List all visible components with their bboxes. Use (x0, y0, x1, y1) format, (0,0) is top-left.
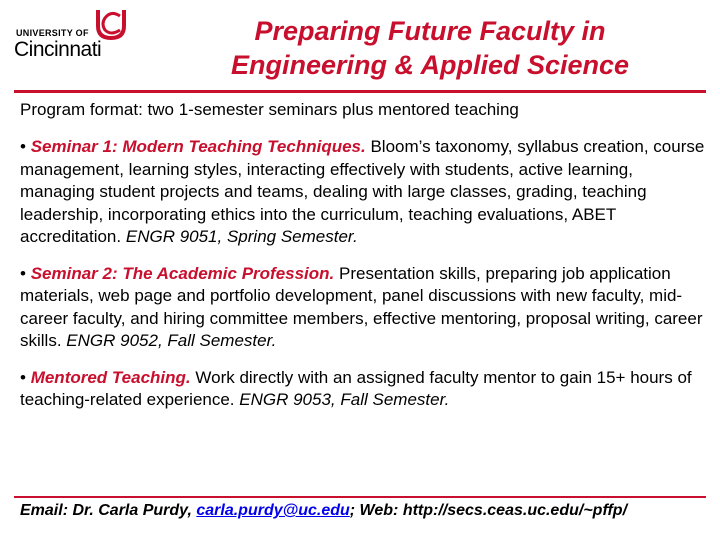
title-line-1: Preparing Future Faculty in (254, 16, 606, 46)
logo-cincinnati: Cincinnati (14, 38, 102, 61)
slide-title (150, 14, 710, 82)
university-logo (14, 6, 144, 66)
program-format: Program format: two 1-semester seminars plus mentored teaching (20, 100, 519, 119)
bullet-marker: • (20, 367, 26, 387)
bullet-heading: Seminar 1: Modern Teaching Techniques. (30, 137, 366, 156)
title-line-2: Engineering & Applied Science (230, 50, 630, 80)
bullet-marker: • (20, 137, 26, 156)
contact-footer (20, 502, 710, 520)
bullet-heading: Seminar 2: The Academic Profession. (30, 263, 335, 283)
logo-university-of: UNIVERSITY OF (16, 28, 89, 38)
bullet-body: Presentation skills, preparing job application materials, web page and portfolio development, panel discussions with new faculty, mid-career faculty, and hiring committee members, effective mentoring, proposal writing, career skills. (20, 263, 703, 350)
email-link[interactable]: carla.purdy@uc.edu (196, 502, 350, 519)
uc-logo-mark-icon (94, 6, 128, 42)
bullet-course: ENGR 9053, Fall Semester. (239, 390, 450, 409)
footer-suffix: ; Web: http://secs.ceas.uc.edu/~pffp/ (349, 502, 628, 519)
bullet-mentored-teaching (20, 367, 710, 412)
footer-prefix: Email: Dr. Carla Purdy, (20, 502, 197, 519)
bullet-marker: • (20, 263, 26, 283)
bullet-seminar-2 (20, 263, 710, 353)
bullet-list (20, 136, 710, 426)
bullet-course: ENGR 9052, Fall Semester. (66, 331, 277, 350)
title-divider (14, 90, 706, 93)
bullet-body: Bloom’s taxonomy, syllabus creation, course management, learning styles, interacting effectively with students, active learning, managing student projects and teams, dealing with large classes, grading, teaching leadership, incorporating ethics into the curriculum, teaching evaluations, ABET accreditation. (20, 137, 705, 246)
footer-divider (14, 496, 706, 498)
bullet-heading: Mentored Teaching. (30, 367, 191, 387)
bullet-course: ENGR 9051, Spring Semester. (125, 227, 358, 246)
bullet-body: Work directly with an assigned faculty mentor to gain 15+ hours of teaching-related experience. (20, 367, 692, 409)
bullet-seminar-1 (20, 136, 710, 249)
